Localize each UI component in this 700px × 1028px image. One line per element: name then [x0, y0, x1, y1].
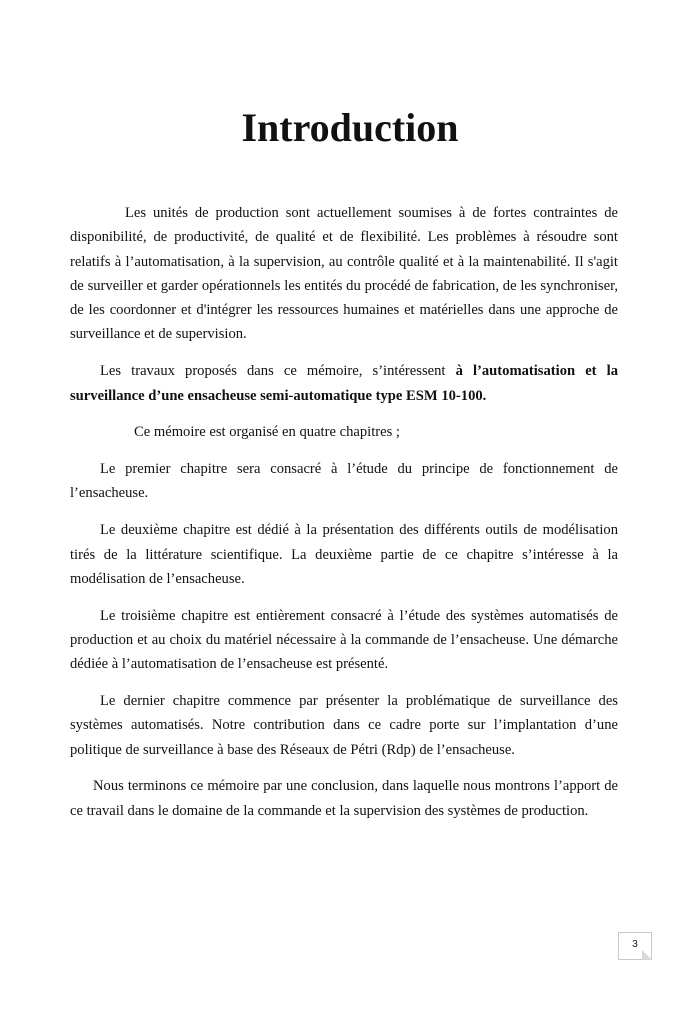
page-number: 3: [632, 939, 638, 950]
paragraph-chapter-2: Le deuxième chapitre est dédié à la présentation des différents outils de modélisation tirés de la littérature scientifique. La deuxième partie de ce chapitre s’intéresse à la modélisation de l’ensacheuse.: [70, 522, 618, 587]
paragraph-conclusion: Nous terminons ce mémoire par une conclusion, dans laquelle nous montrons l’apport de ce travail dans le domaine de la commande et la supervision des systèmes de production.: [70, 778, 618, 819]
page-title: Introduction: [241, 105, 459, 150]
paragraph-organization: Ce mémoire est organisé en quatre chapitres ;: [134, 424, 400, 441]
paragraph-chapter-1: Le premier chapitre sera consacré à l’étude du principe de fonctionnement de l’ensacheuse.: [70, 461, 618, 502]
paragraph-objective: [70, 359, 618, 408]
page-curl-icon: [642, 950, 652, 960]
paragraph-chapter-3: Le troisième chapitre est entièrement consacré à l’étude des systèmes automatisés de production et au choix du matériel nécessaire à la commande de l’ensacheuse. Une démarche dédiée à l’automatisation de l’ensacheuse est présenté.: [70, 607, 618, 673]
document-body: [70, 201, 618, 836]
paragraph-context: Les unités de production sont actuellement soumises à de fortes contraintes de disponibilité, de productivité, de qualité et de flexibilité. Les problèmes à résoudre sont relatifs à l’automatisation, à la supervision, au contrôle qualité et à la maintenabilité. Il s'agit de surveiller et garder opérationnels les entités du procédé de fabrication, de les synchroniser, de les coordonner et d'intégrer les ressources humaines et matérielles dans une approche de surveillance et de supervision.: [70, 205, 618, 343]
paragraph-text: Les travaux proposés dans ce mémoire, s’intéressent: [100, 363, 456, 380]
paragraph-chapter-4: Le dernier chapitre commence par présenter la problématique de surveillance des systèmes automatisés. Notre contribution dans ce cadre porte sur l’implantation d’une politique de surveillance à base des Réseaux de Pétri (Rdp) de l’ensacheuse.: [70, 693, 618, 758]
paragraph-bold-subject: à l’automatisation et la surveillance d’une ensacheuse semi-automatique type ESM 10-100.: [70, 363, 618, 404]
page-number-badge: [618, 932, 652, 960]
